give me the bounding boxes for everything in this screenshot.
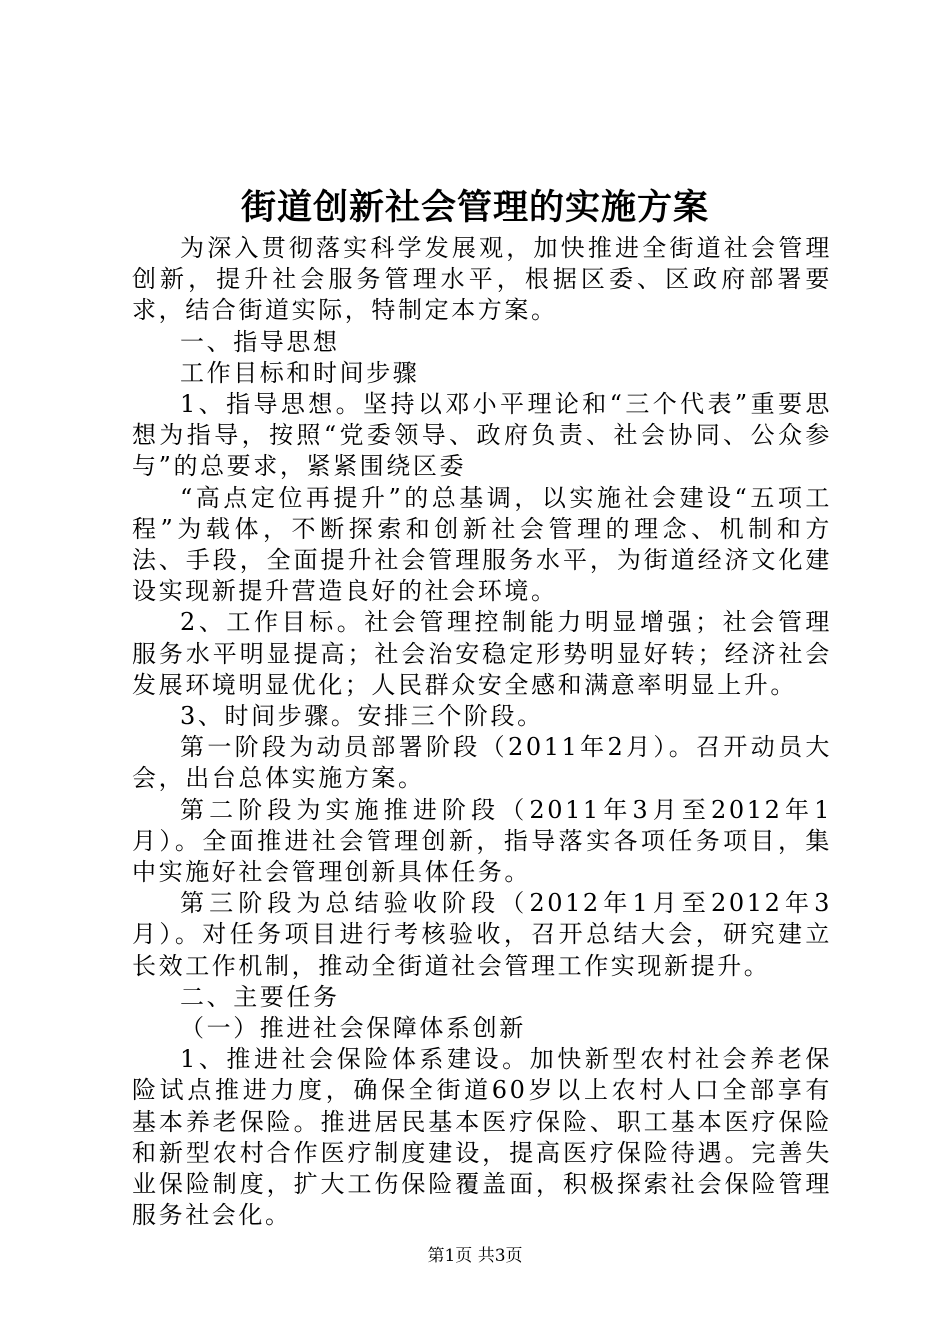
paragraph-phase-one: 第一阶段为动员部署阶段（2011年2月）。召开动员大会，出台总体实施方案。 bbox=[132, 733, 832, 793]
section-heading-main-tasks: 二、主要任务 bbox=[180, 982, 340, 1011]
section-heading-goals-steps: 工作目标和时间步骤 bbox=[180, 358, 420, 387]
document-body bbox=[132, 233, 832, 1232]
paragraph-work-goals: 2、工作目标。社会管理控制能力明显增强；社会管理服务水平明显提高；社会治安稳定形势明显好转；经济社会发展环境明显优化；人民群众安全感和满意率明显上升。 bbox=[132, 608, 832, 699]
subsection-heading-social-security: （一）推进社会保障体系创新 bbox=[180, 1014, 526, 1043]
paragraph-intro: 为深入贯彻落实科学发展观，加快推进全街道社会管理创新，提升社会服务管理水平，根据区委、区政府部署要求，结合街道实际，特制定本方案。 bbox=[132, 234, 832, 325]
paragraph-guiding-thought: 1、指导思想。坚持以邓小平理论和“三个代表”重要思想为指导，按照“党委领导、政府负责、社会协同、公众参与”的总要求，紧紧围绕区委 bbox=[132, 390, 832, 481]
paragraph-phase-three: 第三阶段为总结验收阶段（2012年1月至2012年3月）。对任务项目进行考核验收，召开总结大会，研究建立长效工作机制，推动全街道社会管理工作实现新提升。 bbox=[132, 889, 832, 980]
paragraph-phase-two: 第二阶段为实施推进阶段（2011年3月至2012年1月）。全面推进社会管理创新，指导落实各项任务项目，集中实施好社会管理创新具体任务。 bbox=[132, 795, 832, 887]
document-title: 街道创新社会管理的实施方案 bbox=[240, 187, 709, 228]
paragraph-guiding-thought-continued: “高点定位再提升”的总基调，以实施社会建设“五项工程”为载体，不断探索和创新社会管理的理念、机制和方法、手段，全面提升社会管理服务水平，为街道经济文化建设实现新提升营造良好的社会环境。 bbox=[132, 483, 832, 606]
paragraph-social-insurance: 1、推进社会保险体系建设。加快新型农村社会养老保险试点推进力度，确保全街道60岁以上农村人口全部享有基本养老保险。推进居民基本医疗保险、职工基本医疗保险和新型农村合作医疗制度建设，提高医疗保险待遇。完善失业保险制度，扩大工伤保险覆盖面，积极探索社会保险管理服务社会化。 bbox=[132, 1045, 832, 1230]
paragraph-time-steps: 3、时间步骤。安排三个阶段。 bbox=[180, 702, 544, 731]
section-heading-guiding-thought: 一、指导思想 bbox=[180, 327, 340, 356]
page-indicator: 第1页 共3页 bbox=[427, 1246, 523, 1266]
